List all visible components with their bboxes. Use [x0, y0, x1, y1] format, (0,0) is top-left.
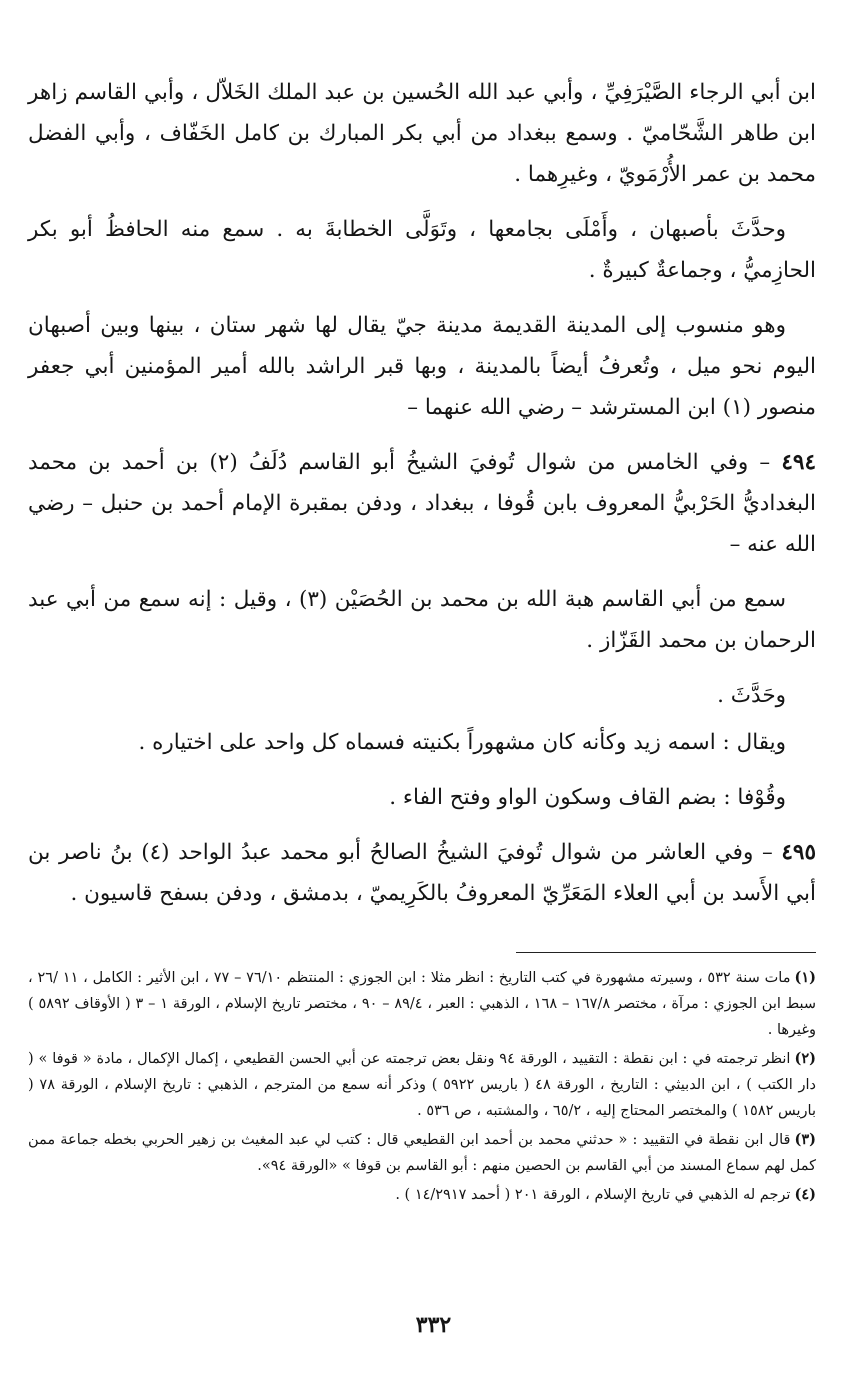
- paragraph-3: وهو منسوب إلى المدينة القديمة مدينة جيّ يقال لها شهر ستان ، بينها وبين أصبهان اليوم نحو ميل ، وتُعرفُ أيضاً بالمدينة ، وبها قبر الراشد بالله أمير المؤمنين أبي جعفر منصور (١) ابن المسترشد – رضي الله عنهما –: [28, 313, 816, 420]
- main-text: [28, 72, 816, 928]
- footnote-separator: [516, 952, 816, 953]
- paragraph-6: وحَدَّثَ .: [717, 683, 786, 708]
- footnote-2: [28, 1046, 816, 1124]
- entry-number: ٤٩٤: [781, 450, 816, 475]
- footnote-3: [28, 1127, 816, 1179]
- footnote-4: [28, 1182, 816, 1208]
- footnotes: [28, 952, 816, 1211]
- entry-494: [28, 442, 816, 565]
- paragraph-1: ابن أبي الرجاء الصَّيْرَفِيِّ ، وأبي عبد الله الحُسين بن عبد الملك الخَلاّل ، وأبي القاسم زاهر ابن طاهر الشَّحّاميّ . وسمع ببغداد من أبي بكر المبارك بن كامل الخَفّاف ، وأبي الفضل محمد بن عمر الأُرْمَويّ ، وغيرِهما .: [28, 80, 816, 187]
- footnote-marker: (٣): [794, 1131, 816, 1148]
- footnote-text: مات سنة ٥٣٢ ، وسيرته مشهورة في كتب التاريخ : انظر مثلا : ابن الجوزي : المنتظم ٧٦/١٠ – ٧٧ ، ابن الأثير : الكامل ، ١١ /٢٦ ، سبط ابن الجوزي : مرآة ، مختصر ١٦٧/٨ – ١٦٨ ، الذهبي : العبر ، ٨٩/٤ – ٩٠ ، مختصر تاريخ الإسلام ، الورقة ١ – ٣ ( الأوقاف ٥٨٩٢ ) وغيرها .: [28, 970, 817, 1038]
- footnote-1: [28, 965, 816, 1043]
- entry-text: – وفي الخامس من شوال تُوفيَ الشيخُ أبو القاسم دُلَفُ (٢) بن أحمد بن محمد البغداديُّ الحَرْبيُّ المعروف بابن قُوفا ، ببغداد ، ودفن بمقبرة الإمام أحمد بن حنبل – رضي الله عنه –: [28, 450, 816, 557]
- footnote-text: ترجم له الذهبي في تاريخ الإسلام ، الورقة ٢٠١ ( أحمد ١٤/٢٩١٧ ) .: [395, 1187, 791, 1203]
- paragraph-8: وقُوْفا : بضم القاف وسكون الواو وفتح الفاء .: [389, 785, 786, 810]
- paragraph-2: وحدَّثَ بأصبهان ، وأَمْلَى بجامعها ، وتَوَلَّى الخطابةَ به . سمع منه الحافظُ أبو بكر الحازِميُّ ، وجماعةٌ كبيرةٌ .: [28, 217, 816, 283]
- footnote-marker: (٢): [794, 1050, 816, 1067]
- footnote-text: قال ابن نقطة في التقييد : « حدثني محمد بن أحمد ابن القطيعي قال : كتب لي عبد المغيث بن زهير الحربي بخطه جماعة ممن كمل لهم سماع المسند من أبي القاسم بن الحصين منهم : أبو القاسم بن قوفا » «الورقة ٩٤».: [28, 1132, 816, 1174]
- paragraph-7: ويقال : اسمه زيد وكأنه كان مشهوراً بكنيته فسماه كل واحد على اختياره .: [138, 730, 786, 755]
- page-number: ٣٣٢: [415, 1312, 452, 1338]
- entry-495: [28, 832, 816, 914]
- entry-number: ٤٩٥: [781, 840, 816, 865]
- entry-text: – وفي العاشر من شوال تُوفيَ الشيخُ الصالحُ أبو محمد عبدُ الواحد (٤) بنُ ناصر بن أبي الأَسد بن أبي العلاء المَعَرِّيّ المعروفُ بالكَرِيميّ ، بدمشق ، ودفن بسفح قاسيون .: [28, 840, 816, 906]
- footnote-marker: (٤): [794, 1186, 816, 1203]
- footnote-marker: (١): [794, 969, 817, 986]
- footnote-text: انظر ترجمته في : ابن نقطة : التقييد ، الورقة ٩٤ ونقل بعض ترجمته عن أبي الحسن القطيعي ، إكمال الإكمال ، مادة « قوفا » ( دار الكتب ) ، ابن الدبيثي : التاريخ ، الورقة ٤٨ ( باريس ٥٩٢٢ ) وذكر أنه سمع من المترجم ، الذهبي : تاريخ الإسلام ، الورقة ٧٨ ( باريس ١٥٨٢ ) والمختصر المحتاج إليه ، ٦٥/٢ ، والمشتبه ، ص ٥٣٦ .: [28, 1051, 816, 1119]
- paragraph-5: سمع من أبي القاسم هبة الله بن محمد بن الحُصَيْن (٣) ، وقيل : إنه سمع من أبي عبد الرحمان بن محمد القَزّاز .: [28, 587, 816, 653]
